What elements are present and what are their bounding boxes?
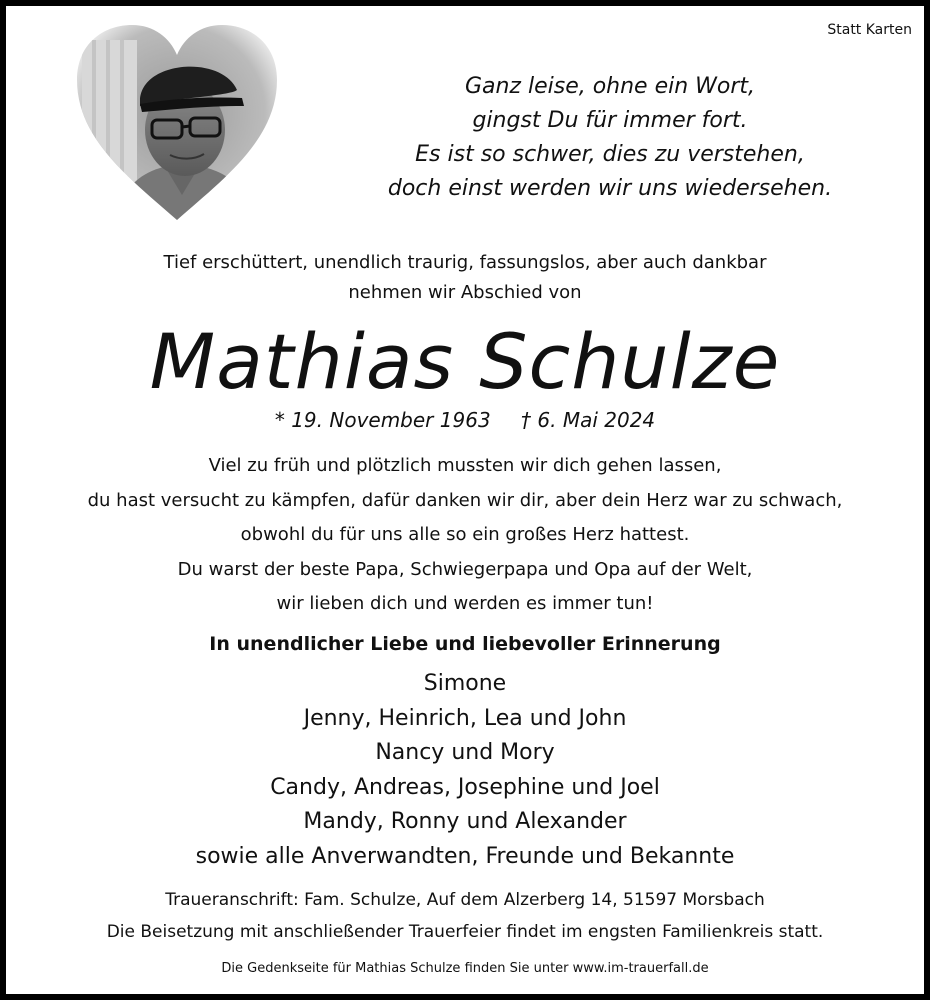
farewell-text: [0, 449, 930, 622]
poem-line: gingst Du für immer fort.: [472, 108, 748, 133]
mourners-list: [0, 667, 930, 874]
memorial-heading: In unendlicher Liebe und liebevoller Erinnerung: [209, 633, 721, 655]
intro-line: Tief erschüttert, unendlich traurig, fassungslos, aber auch dankbar: [163, 252, 767, 273]
statt-karten-label: Statt Karten: [827, 22, 912, 38]
mourner-line: Jenny, Heinrich, Lea und John: [303, 705, 627, 731]
intro-text: [0, 248, 930, 308]
farewell-line: Du warst der beste Papa, Schwiegerpapa und Opa auf der Welt,: [177, 558, 753, 580]
farewell-line: obwohl du für uns alle so ein großes Herz hattest.: [240, 524, 690, 545]
death-date: † 6. Mai 2024: [521, 408, 656, 432]
mourner-line: Nancy und Mory: [375, 740, 555, 765]
mourner-line: sowie alle Anverwandten, Freunde und Bekannte: [195, 843, 735, 869]
intro-line: nehmen wir Abschied von: [348, 282, 582, 303]
heart-portrait-photo: [72, 20, 282, 225]
poem: [360, 70, 860, 206]
poem-line: Es ist so schwer, dies zu verstehen,: [415, 142, 805, 167]
mourner-line: Simone: [423, 671, 507, 696]
poem-line: Ganz leise, ohne ein Wort,: [464, 74, 756, 99]
mourner-line: Candy, Andreas, Josephine und Joel: [270, 774, 660, 800]
funeral-info-line: Die Beisetzung mit anschließender Trauerfeier findet im engsten Familienkreis statt.: [106, 922, 824, 942]
deceased-name: Mathias Schulze: [149, 317, 781, 406]
poem-line: doch einst werden wir uns wiedersehen.: [387, 176, 833, 201]
birth-date: * 19. November 1963: [274, 408, 491, 432]
address-info: [0, 884, 930, 948]
mourner-line: Mandy, Ronny und Alexander: [303, 809, 627, 834]
life-dates: [0, 405, 930, 435]
farewell-line: wir lieben dich und werden es immer tun!: [276, 593, 654, 614]
farewell-line: du hast versucht zu kämpfen, dafür danken wir dir, aber dein Herz war zu schwach,: [87, 489, 843, 511]
farewell-line: Viel zu früh und plötzlich mussten wir dich gehen lassen,: [208, 455, 722, 476]
address-line: Traueranschrift: Fam. Schulze, Auf dem Alzerberg 14, 51597 Morsbach: [165, 890, 765, 910]
memorial-page-footer: Die Gedenkseite für Mathias Schulze finden Sie unter www.im-trauerfall.de: [221, 961, 709, 976]
